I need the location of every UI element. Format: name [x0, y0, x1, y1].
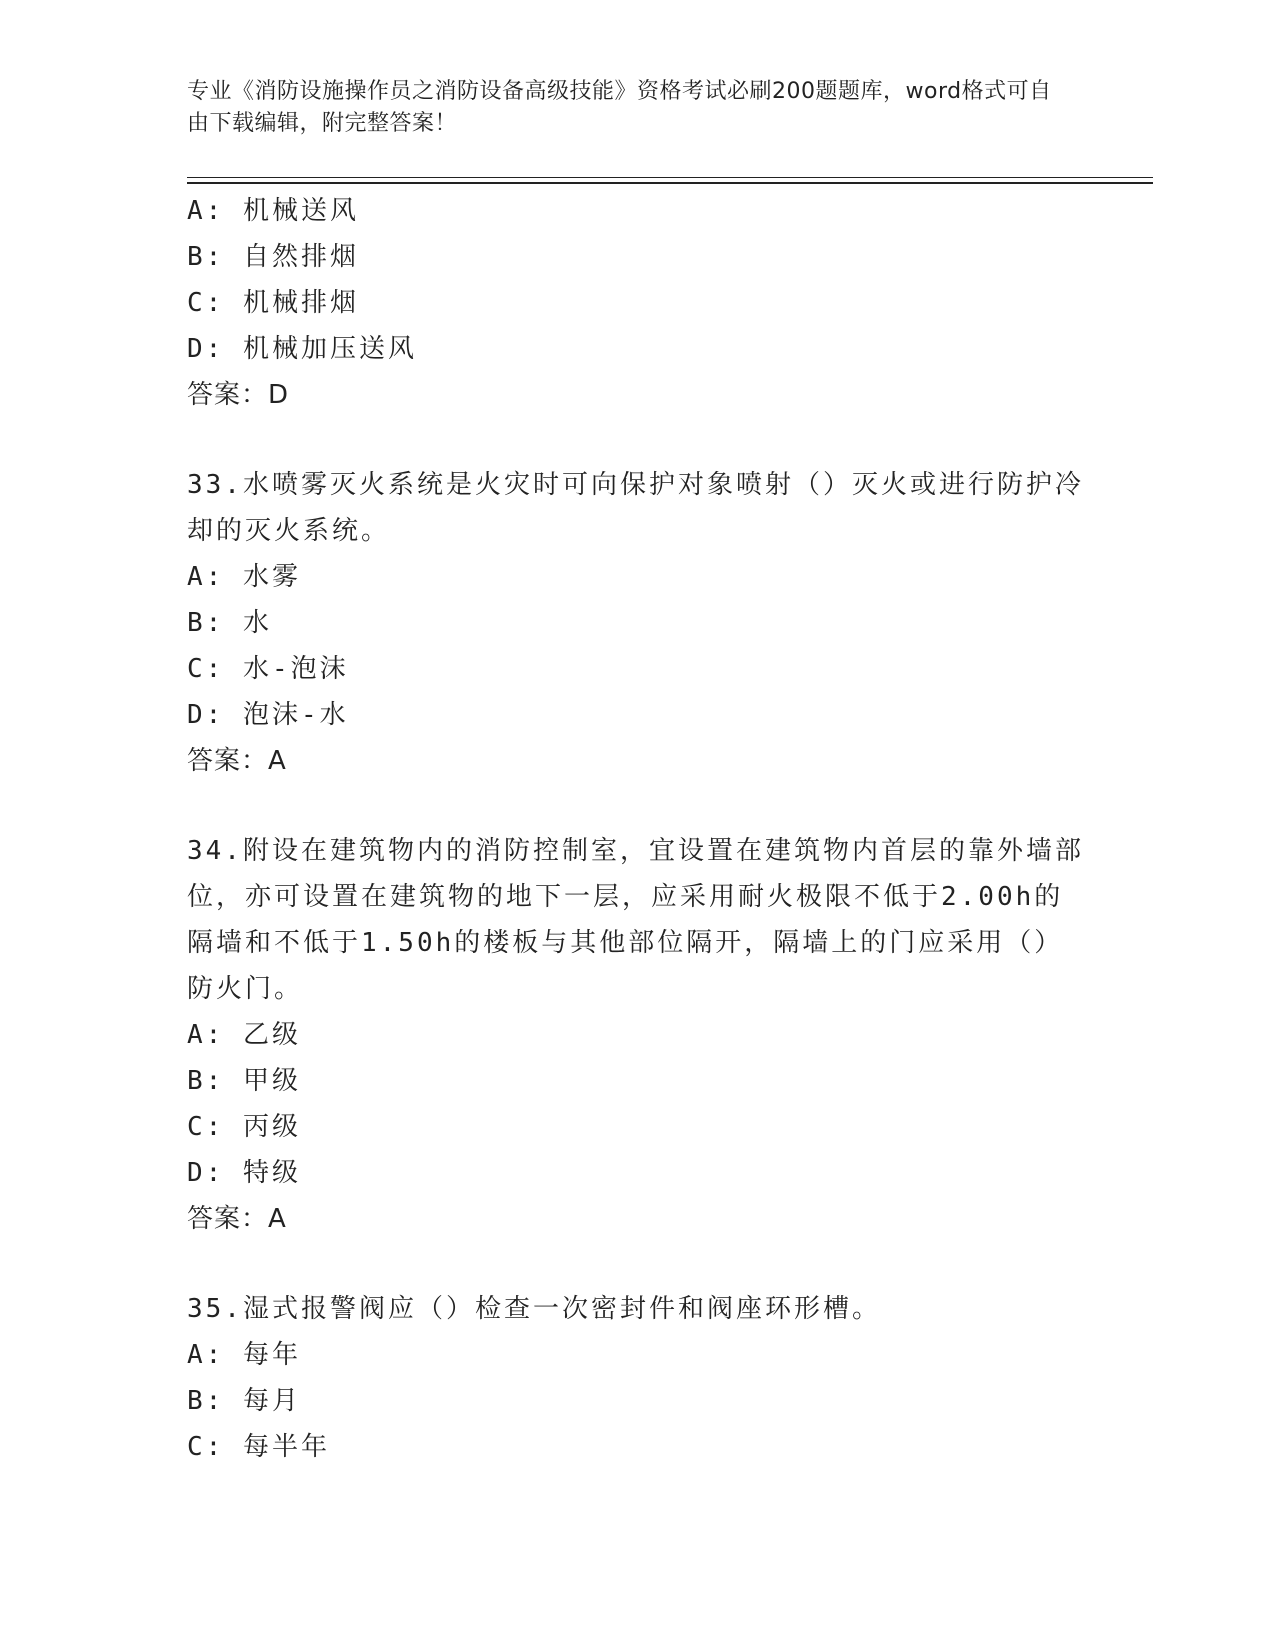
- option-a: A: 机械送风: [187, 196, 359, 226]
- answer: 答案：D: [187, 380, 290, 410]
- question-text: 隔墙和不低于1.50h的楼板与其他部位隔开，隔墙上的门应采用（）: [187, 928, 1064, 958]
- option-a: A: 水雾: [187, 562, 301, 592]
- option-b: B: 自然排烟: [187, 242, 359, 272]
- question-34: [187, 828, 1087, 1242]
- option-a: A: 每年: [187, 1340, 301, 1370]
- spacer: [187, 1242, 1087, 1286]
- question-33: [187, 462, 1087, 784]
- option-c: C: 丙级: [187, 1112, 301, 1142]
- option-d: D: 机械加压送风: [187, 334, 417, 364]
- option-a: A: 乙级: [187, 1020, 301, 1050]
- option-c: C: 每半年: [187, 1432, 330, 1462]
- question-content: [187, 188, 1087, 1470]
- answer: 答案：A: [187, 746, 287, 776]
- answer: 答案：A: [187, 1204, 287, 1234]
- question-text: 却的灭火系统。: [187, 516, 391, 546]
- option-d: D: 泡沫-水: [187, 700, 349, 730]
- header-divider-thick: [187, 182, 1153, 184]
- option-c: C: 机械排烟: [187, 288, 359, 318]
- header-divider-thin: [187, 177, 1153, 178]
- question-text: 位，亦可设置在建筑物的地下一层，应采用耐火极限不低于2.00h的: [187, 882, 1064, 912]
- question-text: 34.附设在建筑物内的消防控制室，宜设置在建筑物内首层的靠外墙部: [187, 836, 1084, 866]
- option-c: C: 水-泡沫: [187, 654, 349, 684]
- document-header: 专业《消防设施操作员之消防设备高级技能》资格考试必刷200题题库，word格式可自由下载编辑，附完整答案！: [187, 79, 1052, 136]
- question-text: 33.水喷雾灭火系统是火灾时可向保护对象喷射（）灭火或进行防护冷: [187, 470, 1084, 500]
- question-35: [187, 1286, 1087, 1470]
- prev-question-options: [187, 188, 1087, 418]
- spacer: [187, 418, 1087, 462]
- question-text: 防火门。: [187, 974, 304, 1004]
- option-b: B: 每月: [187, 1386, 301, 1416]
- question-text: 35.湿式报警阀应（）检查一次密封件和阀座环形槽。: [187, 1294, 881, 1324]
- spacer: [187, 784, 1087, 828]
- option-b: B: 水: [187, 608, 272, 638]
- option-d: D: 特级: [187, 1158, 301, 1188]
- option-b: B: 甲级: [187, 1066, 301, 1096]
